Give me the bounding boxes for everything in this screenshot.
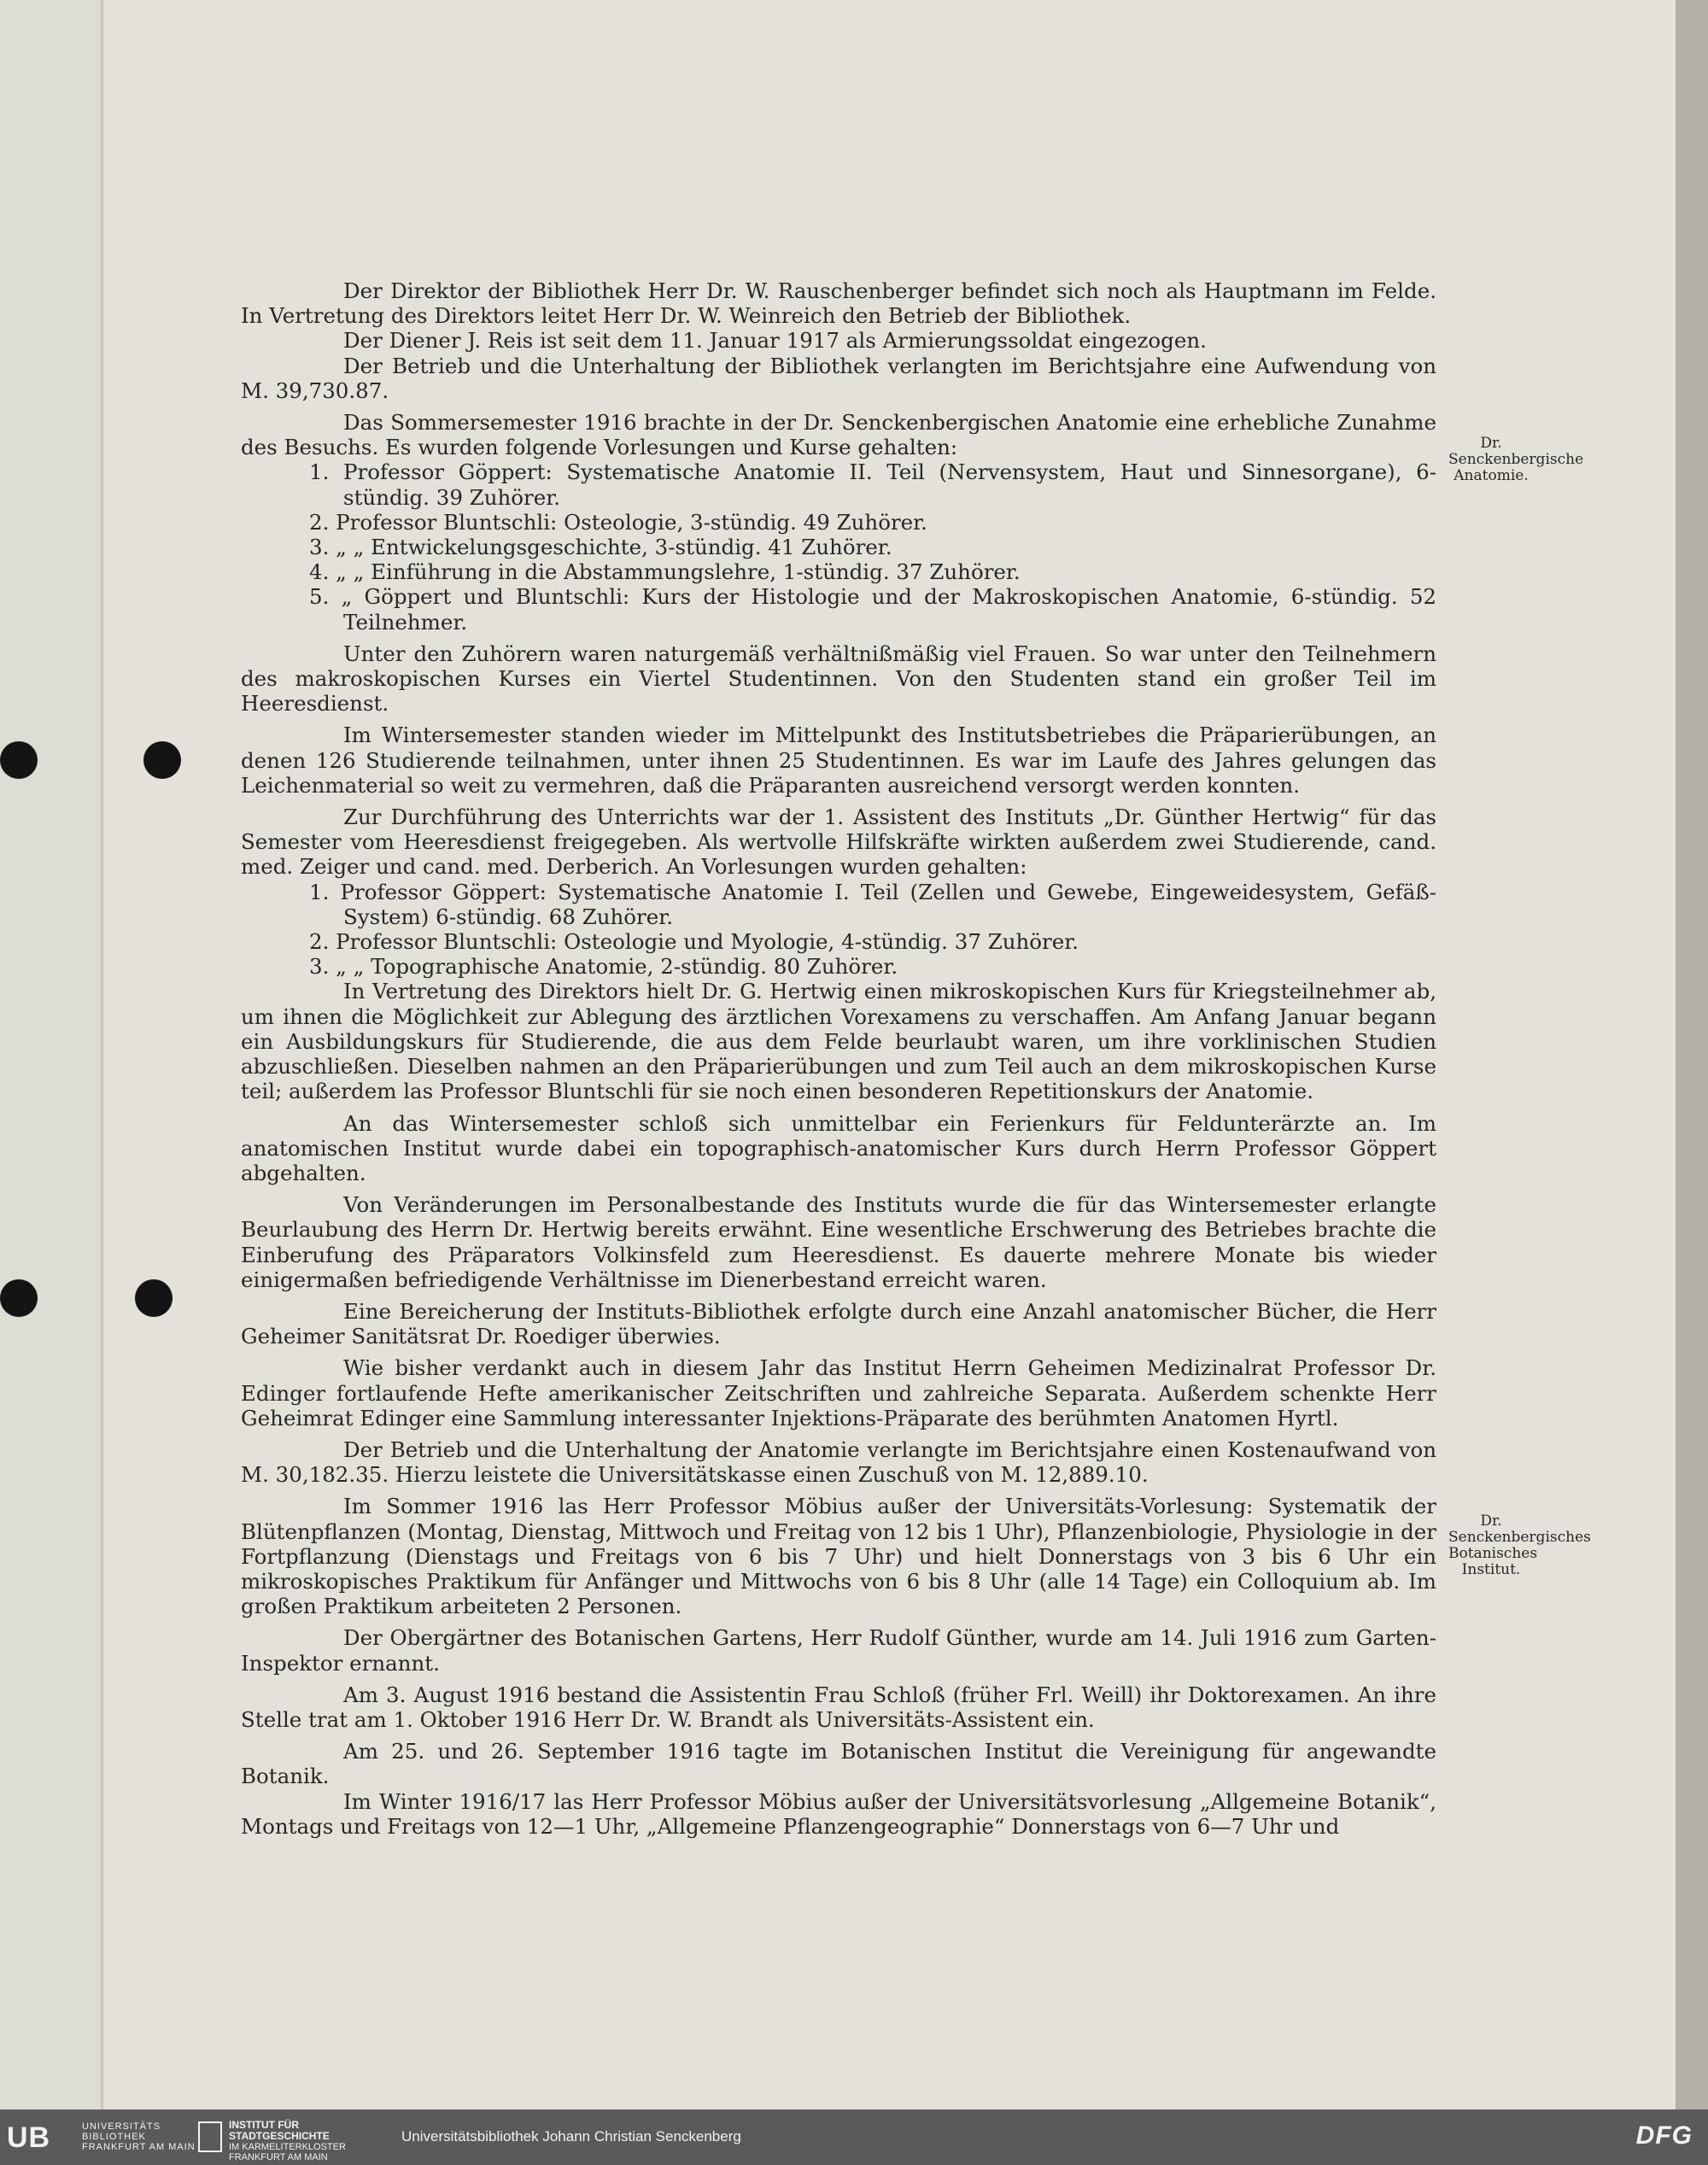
- paragraph-head-gardener: Der Obergärtner des Botanischen Gartens, Herr Rudolf Günther, wurde am 14. Juli 1916 zum Garten-Inspektor ernannt.: [241, 1625, 1436, 1676]
- paragraph-botany-winter: Im Winter 1916/17 las Herr Professor Möbius außer der Universitätsvorlesung „Allgemeine Botanik“, Montags und Freitags von 12—1 Uhr, „Allgemeine Pflanzengeographie“ Donnerstags von 6—7 Uhr und: [241, 1788, 1436, 1839]
- paragraph-personnel: Von Veränderungen im Personalbestande des Instituts wurde die für das Wintersemester erlangte Beurlaubung des Herrn Dr. Hertwig bereits erwähnt. Eine wesentliche Erschwerung des Betriebes brachte die Einberufung des Präparators Volkinsfeld zum Heeresdienst. Es dauerte mehrere Monate bis wieder einigermaßen befriedigende Verhältnisse im Dienerbestand erreicht waren.: [241, 1192, 1436, 1292]
- inst-text-line: IM KARMELITERKLOSTER: [229, 2142, 346, 2152]
- ub-text-line: BIBLIOTHEK: [82, 2132, 146, 2142]
- paragraph-library-costs: Der Betrieb und die Unterhaltung der Bibliothek verlangten im Berichtsjahre eine Aufwendung von M. 39,730.87.: [241, 353, 1436, 403]
- ub-text-line: UNIVERSITÄTS: [82, 2121, 161, 2132]
- paragraph-anatomy-costs: Der Betrieb und die Unterhaltung der Anatomie verlangte im Berichtsjahre einen Kostenaufwand von M. 30,182.35. Hierzu leistete die Universitätskasse einen Zuschuß von M. 12,889.10.: [241, 1437, 1436, 1488]
- digitization-footer: [0, 2109, 1708, 2165]
- paragraph-library-servant: Der Diener J. Reis ist seit dem 11. Januar 1917 als Armierungssoldat eingezogen.: [343, 328, 1207, 354]
- inst-text-line: INSTITUT FÜR: [229, 2119, 299, 2131]
- paragraph-anatomy-summer: Das Sommersemester 1916 brachte in der Dr. Senckenbergischen Anatomie eine erhebliche Zunahme des Besuchs. Es wurden folgende Vorlesungen und Kurse gehalten:: [241, 410, 1436, 460]
- lecture-list-item: 2. Professor Bluntschli: Osteologie, 3-stündig. 49 Zuhörer.: [309, 509, 927, 535]
- institute-logo-icon: [198, 2121, 222, 2152]
- paragraph-audience: Unter den Zuhörern waren naturgemäß verhältnißmäßig viel Frauen. So war unter den Teilnehmern des makroskopischen Kurses ein Viertel Studentinnen. Von den Studenten stand ein großer Teil im Heeresdienst.: [241, 641, 1436, 717]
- paragraph-assistant: Am 3. August 1916 bestand die Assistentin Frau Schloß (früher Frl. Weill) ihr Doktorexamen. An ihre Stelle trat am 1. Oktober 1916 Herr Dr. W. Brandt als Universitäts-Assistent ein.: [241, 1682, 1436, 1732]
- ub-logo-text: [82, 2121, 196, 2152]
- page-edge: [1676, 0, 1708, 2109]
- punch-hole-icon: [0, 741, 38, 779]
- paragraph-library-donation: Eine Bereicherung der Instituts-Bibliothek erfolgte durch eine Anzahl anatomischer Bücher, die Herr Geheimer Sanitätsrat Dr. Roediger überwies.: [241, 1298, 1436, 1349]
- paragraph-teaching-staff: Zur Durchführung des Unterrichts war der 1. Assistent des Instituts „Dr. Günther Hertwig“ für das Semester vom Heeresdienst freigegeben. Als wertvolle Hilfskräfte wirkten außerdem zwei Studierende, cand. med. Zeiger und cand. med. Derberich. An Vorlesungen wurden gehalten:: [241, 805, 1436, 880]
- paragraph-holiday-course: An das Wintersemester schloß sich unmittelbar ein Ferienkurs für Feldunterärzte an. Im anatomischen Institut wurde dabei ein topographisch-anatomischer Kurs durch Herrn Professor Göppert abgehalten.: [241, 1110, 1436, 1185]
- paragraph-botany-summer: Im Sommer 1916 las Herr Professor Möbius außer der Universitäts-Vorlesung: Systematik der Blütenpflanzen (Montag, Dienstag, Mittwoch und Freitag von 12 bis 1 Uhr), Pflanzenbiologie, Physiologie in der Fortpflanzung (Dienstags und Freitags von 6 bis 7 Uhr) und hielt Donnerstags von 3 bis 6 Uhr ein mikroskopisches Praktikum für Anfänger und Mittwochs von 6 bis 8 Uhr (alle 14 Tage) ein Colloquium ab. Im großen Praktikum arbeiteten 2 Personen.: [241, 1494, 1436, 1619]
- report-body: [241, 278, 1436, 1839]
- ub-logo-icon: UB: [7, 2121, 51, 2154]
- paragraph-edinger-donation: Wie bisher verdankt auch in diesem Jahr das Institut Herrn Geheimen Medizinalrat Professor Dr. Edinger fortlaufende Hefte amerikanischer Zeitschriften und zahlreiche Separata. Außerdem schenkte Herr Geheimrat Edinger eine Sammlung interessanter Injektions-Präparate des berühmten Anatomen Hyrtl.: [241, 1355, 1436, 1431]
- punch-hole-icon: [135, 1279, 173, 1317]
- margin-note-botanik: Dr. Senckenbergisches Botanisches Institut.: [1448, 1513, 1591, 1578]
- punch-hole-icon: [143, 741, 181, 779]
- punch-hole-icon: [0, 1279, 38, 1317]
- lecture-list-item: 3. „ „ Topographische Anatomie, 2-stündig. 80 Zuhörer.: [309, 954, 898, 980]
- paragraph-library-director: Der Direktor der Bibliothek Herr Dr. W. Rauschenberger befindet sich noch als Hauptmann im Felde. In Vertretung des Direktors leitet Herr Dr. W. Weinreich den Betrieb der Bibliothek.: [241, 278, 1436, 329]
- library-name: Universitätsbibliothek Johann Christian Senckenberg: [401, 2128, 741, 2145]
- facing-page-strip: [0, 0, 101, 2109]
- lecture-list-item: 1. Professor Göppert: Systematische Anatomie II. Teil (Nervensystem, Haut und Sinnesorgane), 6-stündig. 39 Zuhörer.: [309, 459, 1436, 510]
- margin-note-anatomie: Dr. Senckenbergische Anatomie.: [1448, 435, 1584, 484]
- page-fold-line: [101, 0, 103, 2109]
- institute-logo-text: [229, 2120, 346, 2162]
- lecture-list-item: 4. „ „ Einführung in die Abstammungslehre, 1-stündig. 37 Zuhörer.: [309, 559, 1021, 585]
- paragraph-botany-meeting: Am 25. und 26. September 1916 tagte im Botanischen Institut die Vereinigung für angewandte Botanik.: [241, 1739, 1436, 1789]
- lecture-list-item: 2. Professor Bluntschli: Osteologie und Myologie, 4-stündig. 37 Zuhörer.: [309, 929, 1079, 955]
- lecture-list-item: 1. Professor Göppert: Systematische Anatomie I. Teil (Zellen und Gewebe, Eingeweidesystem, Gefäß-System) 6-stündig. 68 Zuhörer.: [309, 879, 1436, 929]
- paragraph-war-courses: In Vertretung des Direktors hielt Dr. G. Hertwig einen mikroskopischen Kurs für Kriegsteilnehmer ab, um ihnen die Möglichkeit zur Ablegung des ärztlichen Vorexamens zu verschaffen. Am Anfang Januar begann ein Ausbildungskurs für Studierende, die aus dem Felde beurlaubt waren, um ihre vorklinischen Studien abzuschließen. Dieselben nahmen an den Präparierübungen und zum Teil auch an dem mikroskopischen Kurse teil; außerdem las Professor Bluntschli für sie noch einen besonderen Repetitionskurs der Anatomie.: [241, 979, 1436, 1104]
- inst-text-line: STADTGESCHICHTE: [229, 2130, 330, 2142]
- paragraph-winter-semester: Im Wintersemester standen wieder im Mittelpunkt des Institutsbetriebes die Präparierübungen, an denen 126 Studierende teilnahmen, unter ihnen 25 Studentinnen. Es war im Laufe des Jahres gelungen das Leichenmaterial so weit zu vermehren, daß die Präparanten ausreichend versorgt werden konnten.: [241, 723, 1436, 798]
- lecture-list-item: 3. „ „ Entwickelungsgeschichte, 3-stündig. 41 Zuhörer.: [309, 535, 892, 560]
- lecture-list-item: 5. „ Göppert und Bluntschli: Kurs der Histologie und der Makroskopischen Anatomie, 6-stündig. 52 Teilnehmer.: [309, 584, 1436, 635]
- inst-text-line: FRANKFURT AM MAIN: [229, 2152, 328, 2162]
- dfg-logo-icon: DFG: [1635, 2121, 1693, 2150]
- ub-text-line: FRANKFURT AM MAIN: [82, 2142, 196, 2152]
